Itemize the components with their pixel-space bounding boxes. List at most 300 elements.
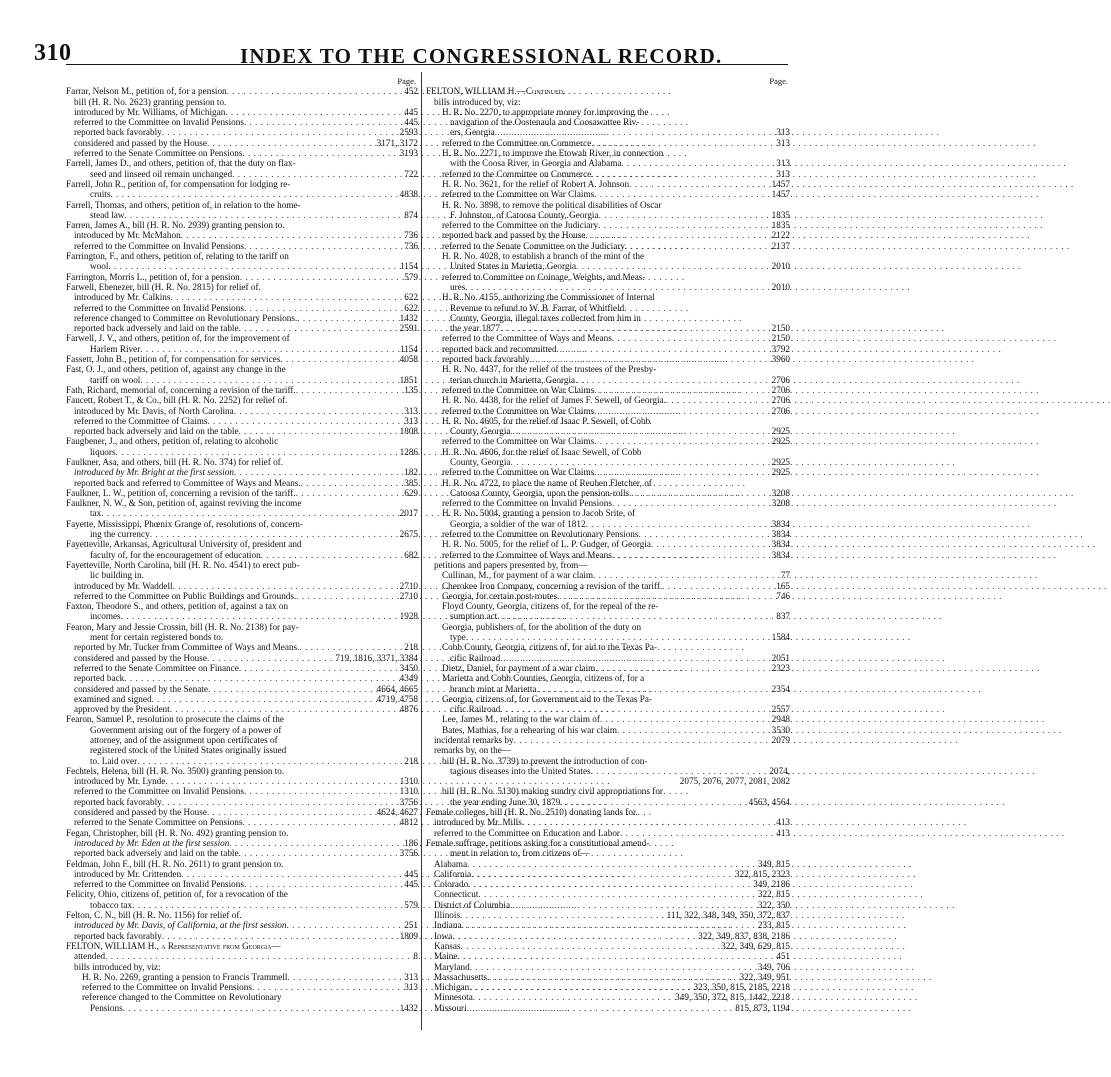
dot-leader: [242, 148, 397, 158]
entry-text: Revenue to refund to W. B. Farrar, of Whitfield: [450, 302, 625, 313]
entry-text: Indiana: [434, 920, 462, 931]
entry-text: Government arising out of the forgery of a power of: [90, 724, 282, 735]
index-entry: [426, 570, 790, 580]
index-entry: [66, 601, 418, 611]
index-entry: [426, 230, 790, 240]
dot-leader: [620, 828, 774, 838]
entry-text: reported back: [74, 673, 125, 684]
index-entry: [426, 622, 790, 632]
page-reference: 3208: [771, 487, 790, 498]
index-entry: [66, 344, 418, 354]
entry-text: District of Columbia: [434, 899, 511, 910]
entry-text: Farrell, Thomas, and others, petition of, in relation to the home-: [66, 199, 301, 210]
index-entry: [426, 313, 790, 323]
index-entry: [426, 97, 790, 107]
entry-text: Fearon, Mary and Jessie Crossin, bill (H. R. No. 2138) for pay-: [66, 621, 299, 632]
index-entry: [426, 601, 790, 611]
page-reference: 1835: [771, 209, 790, 220]
index-entry: [426, 714, 790, 724]
index-entry: [426, 653, 790, 663]
index-entry: [426, 786, 790, 796]
dot-leader: [280, 354, 397, 364]
page-reference: 682: [404, 549, 418, 560]
index-entry: [66, 972, 418, 982]
page-reference: 4563, 4564: [748, 796, 790, 807]
page-reference: 3756: [399, 796, 418, 807]
dot-leader: [595, 663, 769, 673]
entry-text: Faulkner, L. W., petition of, concerning a revision of the tariff.: [66, 487, 296, 498]
index-entry: [66, 982, 418, 992]
index-entry: [426, 395, 790, 405]
index-entry: [426, 519, 790, 529]
left-column: [66, 76, 418, 1013]
page-reference: 3960: [771, 354, 790, 365]
page-reference: 186: [404, 837, 418, 848]
dot-leader: [162, 797, 398, 807]
index-entry: [66, 313, 418, 323]
index-entry: [426, 591, 790, 601]
entry-text: 2075, 2076, 2077, 2081, 2082: [679, 776, 790, 787]
index-entry: [426, 261, 790, 271]
page-reference: 1432: [399, 312, 418, 323]
dot-leader: [510, 457, 769, 467]
index-entry: [426, 745, 790, 755]
index-entry: [66, 817, 418, 827]
page-reference: 349, 350, 372, 815, 1442, 2218: [675, 992, 790, 1003]
index-entry: [426, 1003, 790, 1013]
dot-leader: [261, 550, 403, 560]
index-entry: [66, 694, 418, 704]
index-entry: [66, 395, 418, 405]
index-entry: [66, 447, 418, 457]
index-entry: [426, 838, 790, 848]
dot-leader: [629, 488, 769, 498]
page-reference: 323, 350, 815, 2185, 2218: [693, 982, 790, 993]
index-entry: [66, 673, 418, 683]
entry-text: bill (H. R. No. 2623) granting pension to.: [74, 96, 227, 107]
entry-text: referred to the Senate Committee on Pensions: [74, 148, 243, 159]
page-reference: 349, 815: [757, 858, 790, 869]
index-entry: [66, 220, 418, 230]
index-entry: [66, 714, 418, 724]
index-entry: [426, 508, 790, 518]
entry-text: Fast, O. J., and others, petition of, against any change in the: [66, 364, 286, 375]
page-reference: 3193: [399, 148, 418, 159]
index-entry: [66, 642, 418, 652]
index-entry: [426, 992, 790, 1002]
page-reference: 3530: [771, 724, 790, 735]
index-entry: [66, 529, 418, 539]
index-entry: [426, 900, 790, 910]
page-reference: 2706: [771, 405, 790, 416]
dot-leader: [105, 951, 411, 961]
index-entry: [426, 756, 790, 766]
page-reference: 451: [776, 951, 790, 962]
index-entry: [66, 200, 418, 210]
page-reference: 2925: [771, 436, 790, 447]
dot-leader: [252, 982, 402, 992]
entry-text: attorney, and of the assignment upon certificates of: [90, 735, 278, 745]
entry-text: faculty of, for the encouragement of education: [90, 549, 261, 560]
page-reference: 2706: [771, 374, 790, 385]
dot-leader: [181, 230, 403, 240]
dot-leader: [467, 859, 756, 869]
entry-text: Faulkner, N. W., & Son, petition of, against reviving the income: [66, 498, 302, 509]
entry-text: Fayetteville, North Carolina, bill (H. R. No. 4541) to erect pub-: [66, 559, 300, 570]
entry-text: Faxton, Theodore S., and others, petition of, against a tax on: [66, 601, 289, 612]
page-reference: 1286: [399, 446, 418, 457]
entry-text: FELTON, WILLIAM H., a Representative from Georgia—: [66, 940, 281, 951]
entry-text: referred to the Committee on Commerce: [442, 168, 592, 179]
dot-leader: [598, 220, 769, 230]
entry-text: Farrell, John R., petition of, for compensation for lodging re-: [66, 178, 291, 189]
index-entry: [66, 766, 418, 776]
entry-text: considered and passed by the House: [74, 137, 207, 148]
page-reference: 3450: [399, 662, 418, 673]
entry-text: introduced by Mr. Bright at the first session: [74, 467, 234, 478]
index-entry: [426, 406, 790, 416]
index-entry: [66, 375, 418, 385]
page-reference: 1154: [399, 343, 418, 354]
entry-text: Fayette, Mississippi, Phœnix Grange of, resolutions of, concern-: [66, 518, 304, 529]
entry-text: the year ending June 30, 1879: [450, 796, 561, 807]
entry-text: Georgia, citizens of, for Government aid to the Texas Pa-: [442, 693, 653, 704]
index-entry: [66, 323, 418, 333]
page-reference: 579: [404, 271, 418, 282]
page-reference: 313: [776, 168, 790, 179]
page-column-label: Page.: [769, 76, 788, 86]
page-reference: 1809: [399, 930, 418, 941]
index-entry: [66, 426, 418, 436]
dot-leader: [514, 735, 770, 745]
index-entry: [66, 776, 418, 786]
entry-text: ment in relation to, from citizens of—: [450, 848, 590, 859]
page-reference: 2323: [771, 662, 790, 673]
page-reference: 2706: [771, 384, 790, 395]
entry-text: reported back favorably: [74, 796, 162, 807]
dot-leader: [522, 817, 774, 827]
entry-text: incidental remarks by: [434, 735, 514, 745]
dot-leader: [612, 333, 770, 343]
entry-text: wool: [90, 261, 109, 272]
dot-leader: [557, 344, 770, 354]
entry-text: Harlem River: [90, 343, 141, 354]
index-entry: [66, 333, 418, 343]
index-entry: [426, 879, 790, 889]
page-reference: 2079: [771, 735, 790, 745]
entry-text: introduced by Mr. Davis, of North Carolina: [74, 405, 234, 416]
entry-text: tariff on wool: [90, 374, 141, 385]
index-entry: [66, 230, 418, 240]
header-rule: [66, 64, 788, 65]
entry-text: referred to the Committee on Commerce: [442, 137, 592, 148]
dot-leader: [239, 323, 398, 333]
page-reference: 111, 322, 348, 349, 350, 372, 837: [666, 910, 790, 921]
index-entry: [66, 385, 418, 395]
dot-leader: [465, 282, 769, 292]
page-reference: 3834: [771, 518, 790, 529]
page-reference: 233, 815: [757, 920, 790, 931]
page-reference: 2010: [771, 261, 790, 272]
page-reference: 1851: [399, 374, 418, 385]
page-reference: 2051: [771, 652, 790, 663]
index-entry: [66, 756, 418, 766]
entry-text: navigation of the Oostenaula and Coosawattee Riv-: [450, 117, 640, 128]
entry-text: County, Georgia, illegal taxes collected from him in: [450, 312, 641, 323]
page-reference: 1310: [399, 786, 418, 797]
page-reference: 182: [404, 467, 418, 478]
entry-text: with the Coosa River, in Georgia and Alabama: [450, 158, 622, 169]
page-reference: 622: [404, 302, 418, 313]
entry-text: referred to the Committee of Ways and Means: [442, 549, 612, 560]
dot-leader: [140, 344, 398, 354]
dot-leader: [140, 375, 397, 385]
page-reference: 322, 815, 2323: [734, 868, 790, 879]
index-entry: [426, 642, 790, 652]
index-entries-right: [426, 86, 790, 1013]
index-entry: [426, 169, 790, 179]
entry-text: reported back favorably: [74, 930, 162, 941]
entry-text: Farwell, Ebenezer, bill (H. R. No. 2815) for relief of.: [66, 281, 261, 292]
entry-text: branch mint at Marietta: [450, 683, 537, 694]
index-entry: [66, 488, 418, 498]
dot-leader: [621, 158, 774, 168]
dot-leader: [162, 931, 398, 941]
index-entry: [426, 951, 790, 961]
index-entry: [426, 303, 790, 313]
entry-text: Missouri: [434, 1002, 467, 1013]
index-entry: [426, 127, 790, 137]
dot-leader: [457, 951, 774, 961]
entry-text: H. R. No. 3898, to remove the political disabilities of Oscar: [442, 199, 662, 210]
index-entry: [426, 364, 790, 374]
dot-leader: [124, 210, 402, 220]
page-reference: 218: [404, 755, 418, 766]
index-entry: [66, 570, 418, 580]
page-reference: 2593: [399, 127, 418, 138]
entry-text: H. R. No. 5005, for the relief of L. P. Gudger, of Georgia: [442, 539, 651, 550]
entry-text: Felton, C. N., bill (H. R. No. 1156) for relief of.: [66, 910, 242, 921]
index-entry: [66, 189, 418, 199]
dot-leader: [470, 962, 756, 972]
index-entry: [66, 354, 418, 364]
index-entry: [426, 529, 790, 539]
entry-text: cific Railroad: [450, 652, 501, 663]
index-entry: [66, 848, 418, 858]
index-entry: [426, 694, 790, 704]
page-reference: 622: [404, 292, 418, 303]
index-entry: [66, 900, 418, 910]
index-entry: [426, 797, 790, 807]
entry-text: ing the currency: [90, 529, 150, 540]
dot-leader: [510, 426, 769, 436]
dot-leader: [101, 508, 397, 518]
page-reference: 3208: [771, 498, 790, 509]
index-entry: [426, 539, 790, 549]
entry-text: referred to the Committee on the Judiciary: [442, 220, 599, 231]
entry-text: Farwell, J. V., and others, petition of, for the improvement of: [66, 333, 290, 344]
entry-text: referred to the Committee on Invalid Pensions: [74, 786, 244, 797]
index-entry: [66, 611, 418, 621]
entry-text: referred to the Committee on Education and Labor: [434, 827, 620, 838]
index-entry: [426, 323, 790, 333]
entry-text: Fayetteville, Arkansas, Agricultural University of, president and: [66, 539, 302, 550]
entry-text: Farrell, James D., and others, petition of, that the duty on flax-: [66, 158, 296, 169]
index-entry: [426, 735, 790, 745]
entry-text: referred to the Committee on War Claims: [442, 405, 595, 416]
entry-text: Farren, James A., bill (H. R. No. 2939) granting pension to.: [66, 220, 285, 231]
dot-leader: [244, 117, 402, 127]
entry-text: H. R. No. 3621, for the relief of Robert A. Johnson: [442, 178, 630, 189]
dot-leader: [662, 581, 774, 591]
entry-text: Massachusetts: [434, 971, 488, 982]
entry-text: ment for certain registered bonds to.: [90, 632, 224, 643]
entry-text: Fearon, Samuel P., resolution to prosecute the claims of the: [66, 714, 284, 725]
dot-leader: [612, 550, 770, 560]
entry-text: referred to the Senate Committee on the Judiciary: [442, 240, 625, 251]
entry-text: reported back and referred to Committee of Ways and Means.: [74, 477, 301, 488]
entry-text: Alabama: [434, 858, 468, 869]
index-entry: [426, 581, 790, 591]
entry-text: Georgia, a soldier of the war of 1812: [450, 518, 586, 529]
entry-text: remarks by, on the—: [434, 745, 511, 756]
index-entry: [426, 478, 790, 488]
entry-text: County, Georgia: [450, 456, 511, 467]
dot-leader: [162, 127, 398, 137]
dot-leader: [594, 467, 769, 477]
dot-leader: [500, 704, 769, 714]
entry-text: bill (H. R. No. 5130) making sundry civil appropriations for: [442, 786, 663, 797]
page-reference: 349, 706: [757, 961, 790, 972]
page-reference: 2122: [771, 230, 790, 241]
entry-text: referred to the Committee on War Claims: [442, 189, 595, 200]
index-entry: [426, 189, 790, 199]
dot-leader: [469, 982, 691, 992]
entry-text: Marietta and Cobb Counties, Georgia, citizens of, for a: [442, 673, 645, 684]
index-entry: [426, 704, 790, 714]
dot-leader: [612, 498, 770, 508]
page-reference: 452: [404, 86, 418, 97]
dot-leader: [536, 684, 769, 694]
page-reference: 313: [404, 971, 418, 982]
entry-text: introduced by Mr. Waddell: [74, 580, 173, 591]
index-entry: [426, 251, 790, 261]
index-entry: [66, 910, 418, 920]
index-entry: [66, 107, 418, 117]
index-entry: [66, 653, 418, 663]
entry-text: referred to the Committee on Invalid Pensions: [74, 240, 244, 251]
entry-text: Maine: [434, 951, 458, 962]
dot-leader: [297, 313, 397, 323]
entry-text: Farrington, Morris L., petition of, for a pension: [66, 271, 240, 282]
index-entry: [426, 611, 790, 621]
index-entry: [66, 169, 418, 179]
entry-text: Dietz, Daniel, for payment of a war claim: [442, 662, 596, 673]
dot-leader: [244, 786, 398, 796]
dot-leader: [132, 900, 402, 910]
entry-text: Faugbener, J., and others, petition of, relating to alcoholic: [66, 436, 279, 447]
page-reference: 1457: [771, 189, 790, 200]
dot-leader: [124, 673, 397, 683]
dot-leader: [287, 972, 402, 982]
dot-leader: [239, 848, 398, 858]
dot-leader: [207, 138, 375, 148]
entry-text: Michigan: [434, 982, 470, 993]
dot-leader: [234, 406, 402, 416]
entry-text: Fath, Richard, memorial of, concerning a revision of the tariff.: [66, 384, 296, 395]
entry-text: considered and passed by the Senate: [74, 683, 208, 694]
entry-text: F. Johnston, of Catoosa County, Georgia: [450, 209, 599, 220]
index-entry: [426, 107, 790, 117]
index-entry: [426, 158, 790, 168]
index-entry: [426, 117, 790, 127]
entry-text: Farrington, F., and others, petition of, relating to the tariff on: [66, 251, 289, 262]
entry-text: Felicity, Ohio, citizens of, petition of, for a revocation of the: [66, 889, 288, 900]
dot-leader: [576, 261, 769, 271]
page-reference: 1584: [771, 632, 790, 643]
page-reference: 1457: [771, 178, 790, 189]
dot-leader: [239, 426, 398, 436]
index-entry: [66, 550, 418, 560]
dot-leader: [600, 714, 770, 724]
page-reference: 746: [776, 590, 790, 601]
index-entry: [66, 951, 418, 961]
page-reference: 2591: [399, 323, 418, 334]
entry-text: reference changed to Committee on Revolutionary Pensions.: [74, 312, 298, 323]
page-reference: 313: [776, 127, 790, 138]
page-reference: 445: [404, 868, 418, 879]
dot-leader: [586, 519, 770, 529]
index-entry: [66, 519, 418, 529]
index-entry: [426, 962, 790, 972]
index-entry: [426, 467, 790, 477]
index-entry: [66, 879, 418, 889]
page-reference: 385: [404, 477, 418, 488]
dot-leader: [152, 694, 375, 704]
entry-text: Connecticut: [434, 889, 479, 900]
index-entry: [66, 467, 418, 477]
dot-leader: [638, 529, 769, 539]
page-reference: 1154: [399, 261, 418, 272]
entry-text: H. R. No. 4155, authorizing the Commissioner of Internal: [442, 292, 655, 303]
dot-leader: [617, 725, 770, 735]
dot-leader: [296, 488, 403, 498]
entry-text: reported back adversely and laid on the table: [74, 426, 239, 437]
index-entry: [66, 138, 418, 148]
index-entry: [66, 859, 418, 869]
dot-leader: [666, 395, 770, 405]
index-entry: [66, 261, 418, 271]
entry-text: reported back favorably: [442, 354, 530, 365]
page-reference: 2354: [771, 683, 790, 694]
index-entry: [426, 684, 790, 694]
entry-text: Female suffrage, petitions asking for a constitutional amend-: [426, 837, 650, 848]
entry-text: Pensions: [90, 1002, 123, 1013]
dot-leader: [651, 539, 770, 549]
index-entry: [426, 869, 790, 879]
index-entry: [426, 488, 790, 498]
page-reference: 1835: [771, 220, 790, 231]
index-entry: [426, 200, 790, 210]
dot-leader: [239, 663, 398, 673]
page-reference: 4719, 4758: [376, 693, 418, 704]
index-entry: [426, 385, 790, 395]
entry-text: County, Georgia: [450, 426, 511, 437]
dot-leader: [296, 591, 397, 601]
entry-text: United States in Marietta, Georgia: [450, 261, 577, 272]
entry-text: H. R. No. 2269, granting a pension to Francis Trammell: [82, 971, 288, 982]
page-reference: 2925: [771, 456, 790, 467]
